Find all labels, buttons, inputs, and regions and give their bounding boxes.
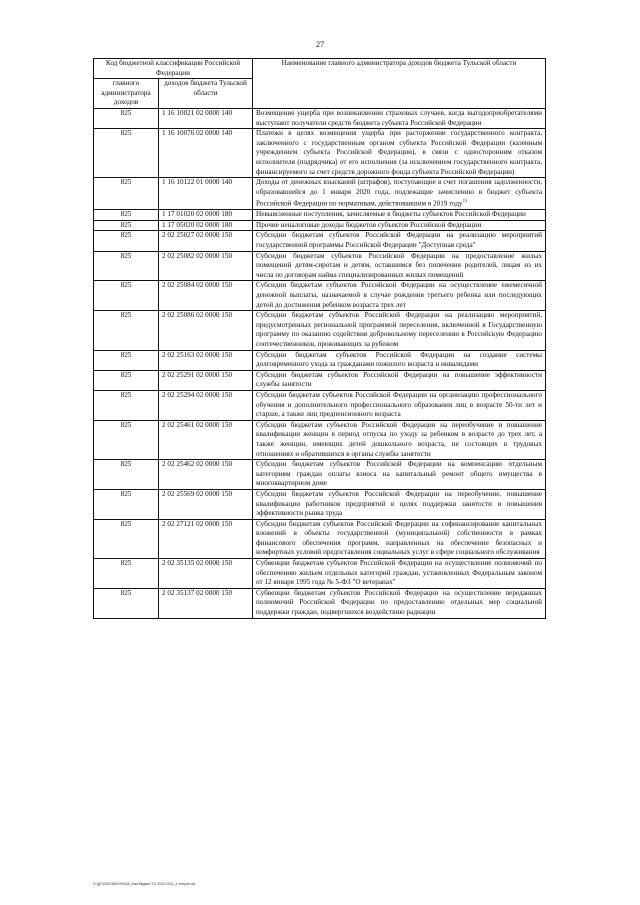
revenue-code-cell: 1 17 05020 02 0000 180: [159, 220, 253, 231]
revenue-name-text: Субсидии бюджетам субъектов Российской Федерации на предоставление жилых помещений детям-сиротам и детям, оставшимся без попечения родителей, лицам из их числа по договорам найма специализированных жилых помещений: [256, 251, 543, 279]
page-number: 27: [316, 40, 324, 49]
table-row: [94, 231, 546, 251]
admin-code-cell: 825: [94, 210, 159, 221]
revenue-name-text: Возмещение ущерба при возникновении страховых случаев, когда выгодоприобретателями выступают получатели средств бюджета субъекта Российской Федерации: [256, 108, 543, 127]
revenue-name-text: Доходы от денежных взысканий (штрафов), поступающие в счет погашения задолженности, образовавшейся до 1 января 2020 года, подлежащие зачислению в бюджет субъекта Российской Федерации по нормативам, действовавшим в 2019 году: [256, 178, 543, 208]
admin-code-cell: 825: [94, 588, 159, 618]
revenue-code-cell: 2 02 25461 02 0000 150: [159, 420, 253, 459]
admin-code-cell: 825: [94, 108, 159, 128]
revenue-name-cell: [253, 460, 546, 490]
revenue-name-cell: [253, 108, 546, 128]
admin-code-cell: 825: [94, 231, 159, 251]
table-row: [94, 350, 546, 370]
revenue-code-cell: 2 02 25569 02 0000 150: [159, 489, 253, 519]
table-header-row: [94, 59, 546, 79]
admin-code-cell: 825: [94, 390, 159, 420]
revenue-code-cell: 2 02 25462 02 0000 150: [159, 460, 253, 490]
revenue-name-text: Субсидии бюджетам субъектов Российской Федерации на осуществление ежемесячной денежной выплаты, назначаемой в случае рождения третьего ребенка или последующих детей до достижения ребенком возраста трех лет: [256, 281, 543, 309]
revenue-name-cell: [253, 559, 546, 589]
table-row: [94, 281, 546, 311]
admin-code-cell: 825: [94, 220, 159, 231]
revenue-name-text: Субсидии бюджетам субъектов Российской Федерации на компенсацию отдельным категориям граждан оплаты взноса на капитальный ремонт общего имущества в многоквартирном доме: [256, 460, 543, 488]
admin-code-cell: 825: [94, 370, 159, 390]
revenue-name-cell: [253, 129, 546, 178]
admin-code-cell: 825: [94, 281, 159, 311]
admin-code-cell: 825: [94, 178, 159, 210]
revenue-code-cell: 2 02 25294 02 0000 150: [159, 390, 253, 420]
revenue-name-text: Субсидии бюджетам субъектов Российской Федерации на реализацию мероприятий государственной программы Российской Федерации "Доступная среда": [256, 231, 543, 250]
revenue-code-cell: 2 02 25082 02 0000 150: [159, 251, 253, 281]
file-path-footer: O:\ДГ\2020\ЗАКОН\ЗАК_Изм.бюджет ТО 2020-2022_2 чт\прил.xls: [93, 882, 196, 886]
revenue-code-cell: 1 16 10122 01 0000 140: [159, 178, 253, 210]
table-row: [94, 370, 546, 390]
revenue-name-text: Субсидии бюджетам субъектов Российской Федерации на переобучение и повышение квалификации женщин в период отпуска по уходу за ребенком в возрасте до трех лет, а также женщин, имеющих детей дошкольного возраста, не состоящих в трудовых отношениях и обратившихся в органы службы занятости: [256, 420, 543, 458]
revenue-name-text: Субсидии бюджетам субъектов Российской Федерации на софинансирование капитальных вложений в объекты государственной (муниципальной) собственности в рамках финансового обеспечения программ, направленных на обеспечение безопасных и комфортных условий предоставления социальных услуг в сфере социального обслуживания: [256, 519, 543, 557]
revenue-name-cell: [253, 420, 546, 459]
revenue-name-cell: [253, 178, 546, 210]
revenue-name-cell: [253, 519, 546, 558]
table-row: [94, 519, 546, 558]
revenue-name-cell: [253, 390, 546, 420]
revenue-name-cell: [253, 370, 546, 390]
header-revenue-code: доходов бюджета Тульской области: [159, 79, 253, 109]
header-admin-code: главного администратора доходов: [94, 79, 159, 109]
revenue-name-text: Прочие неналоговые доходы бюджетов субъектов Российской Федерации: [256, 220, 482, 229]
table-row: [94, 559, 546, 589]
revenue-name-cell: [253, 210, 546, 221]
revenue-name-cell: [253, 231, 546, 251]
table-row: [94, 420, 546, 459]
admin-code-cell: 825: [94, 311, 159, 350]
revenue-code-cell: 2 02 25027 02 0000 150: [159, 231, 253, 251]
table-row: [94, 390, 546, 420]
revenue-name-cell: [253, 251, 546, 281]
admin-code-cell: 825: [94, 559, 159, 589]
revenue-name-cell: [253, 489, 546, 519]
admin-code-cell: 825: [94, 489, 159, 519]
revenue-code-cell: 1 16 10021 02 0000 140: [159, 108, 253, 128]
revenue-name-text: Платежи в целях возмещения ущерба при расторжении государственного контракта, заключенного с государственным органом субъекта Российской Федерации (казенным учреждением субъекта Российской Федерации), в связи с односторонним отказом исполнителя (подрядчика) от его исполнения (за исключением государственного контракта, финансируемого за счет средств дорожного фонда субъекта Российской Федерации): [256, 129, 543, 176]
table-row: [94, 489, 546, 519]
revenue-code-cell: 2 02 35135 02 0000 150: [159, 559, 253, 589]
footnote-marker: 1): [462, 199, 467, 205]
header-administrator-name: Наименование главного администратора доходов бюджета Тульской области: [253, 59, 546, 109]
table-row: [94, 178, 546, 210]
table-row: [94, 311, 546, 350]
header-budget-classification: Код бюджетной классификации Российской Федерации: [94, 59, 253, 79]
revenue-name-cell: [253, 281, 546, 311]
revenue-name-text: Субсидии бюджетам субъектов Российской Федерации на реализацию мероприятий, предусмотренных региональной программой переселения, включенной в Государственную программу по оказанию содействия добровольному переселению в Российскую Федерацию соотечественников, проживающих за рубежом: [256, 311, 543, 349]
revenue-code-cell: 2 02 35137 02 0000 150: [159, 588, 253, 618]
revenue-administrators-table: [93, 58, 546, 619]
revenue-name-text: Субсидии бюджетам субъектов Российской Федерации на повышение эффективности службы занятости: [256, 370, 543, 389]
revenue-code-cell: 2 02 25084 02 0000 150: [159, 281, 253, 311]
revenue-name-cell: [253, 311, 546, 350]
admin-code-cell: 825: [94, 420, 159, 459]
revenue-code-cell: 2 02 25086 02 0000 150: [159, 311, 253, 350]
admin-code-cell: 825: [94, 350, 159, 370]
table-row: [94, 129, 546, 178]
revenue-name-cell: [253, 588, 546, 618]
table-row: [94, 108, 546, 128]
revenue-name-text: Субсидии бюджетам субъектов Российской Федерации на создание системы долговременного ухода за гражданами пожилого возраста и инвалидами: [256, 350, 543, 369]
table-row: [94, 210, 546, 221]
admin-code-cell: 825: [94, 519, 159, 558]
revenue-code-cell: 2 02 25163 02 0000 150: [159, 350, 253, 370]
admin-code-cell: 825: [94, 129, 159, 178]
admin-code-cell: 825: [94, 460, 159, 490]
admin-code-cell: 825: [94, 251, 159, 281]
revenue-name-text: Невыясненные поступления, зачисляемые в бюджеты субъектов Российской Федерации: [256, 210, 526, 219]
revenue-code-cell: 2 02 27121 02 0000 150: [159, 519, 253, 558]
revenue-name-text: Субвенции бюджетам субъектов Российской Федерации на осуществление полномочий по обеспечению жильем отдельных категорий граждан, установленных Федеральным законом от 12 января 1995 года № 5-ФЗ "О ветеранах": [256, 559, 543, 587]
revenue-name-cell: [253, 220, 546, 231]
table-row: [94, 588, 546, 618]
table-row: [94, 460, 546, 490]
table-row: [94, 251, 546, 281]
revenue-code-cell: 1 16 10076 02 0000 140: [159, 129, 253, 178]
table-row: [94, 220, 546, 231]
revenue-name-cell: [253, 350, 546, 370]
revenue-name-text: Субсидии бюджетам субъектов Российской Федерации на организацию профессионального обучения и дополнительного профессионального образования лиц в возрасте 50-ти лет и старше, а также лиц предпенсионного возраста: [256, 390, 543, 419]
revenue-code-cell: 2 02 25291 02 0000 150: [159, 370, 253, 390]
revenue-name-text: Субсидии бюджетам субъектов Российской Федерации на переобучение, повышение квалификации работников предприятий в целях поддержки занятости и повышения эффективности рынка труда: [256, 489, 543, 518]
revenue-code-cell: 1 17 01020 02 0000 180: [159, 210, 253, 221]
revenue-name-text: Субвенции бюджетам субъектов Российской Федерации на осуществление переданных полномочий Российской Федерации по предоставлению отдельных мер социальной поддержки граждан, подвергшихся воздействию радиации: [256, 588, 543, 617]
